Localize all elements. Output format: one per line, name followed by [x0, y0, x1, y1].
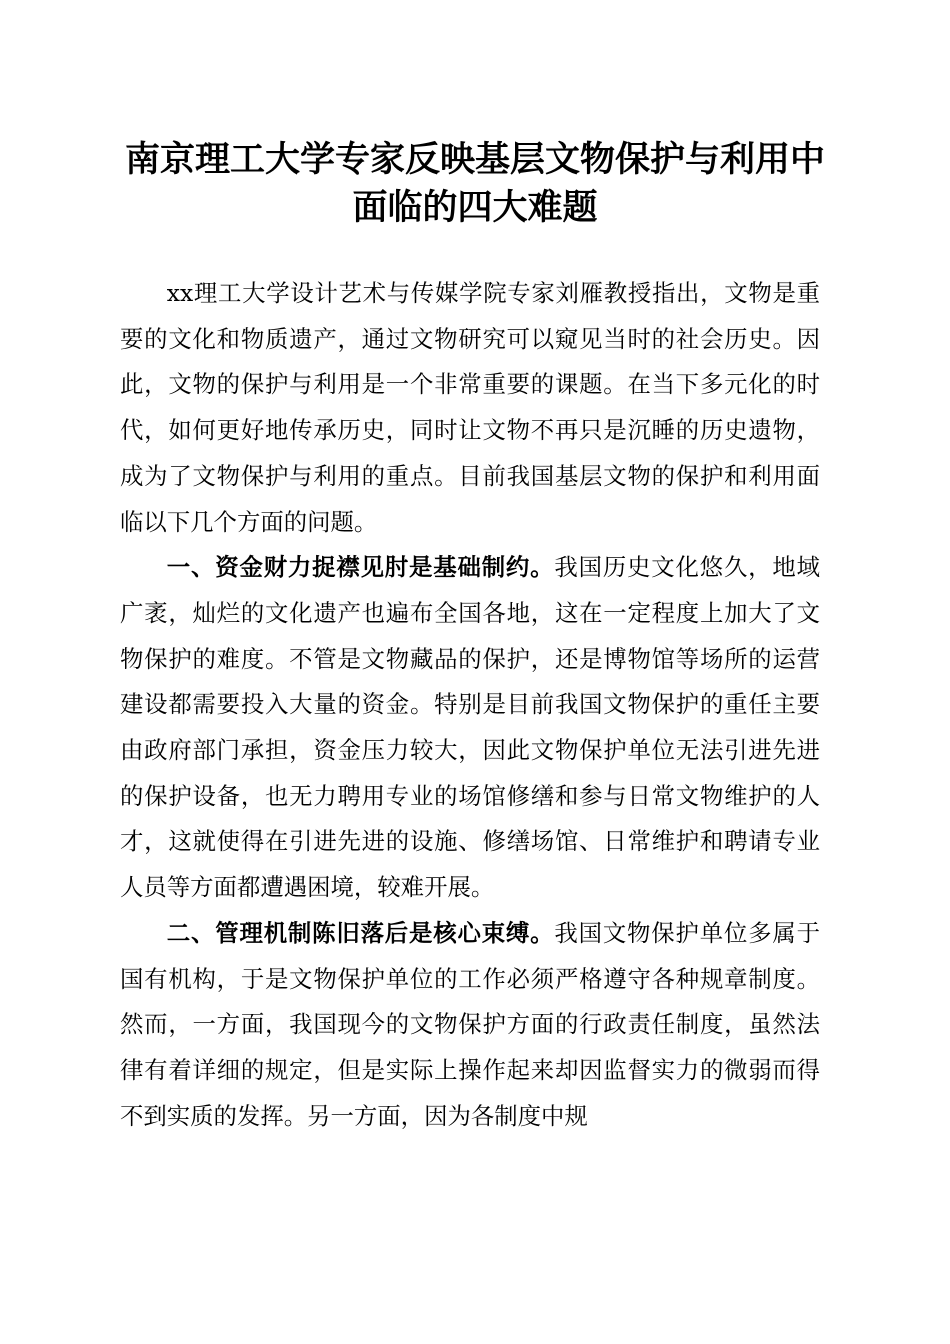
document-title-line-1: 南京理工大学专家反映基层文物保护与利用中	[124, 140, 825, 180]
section-1-paragraph	[120, 545, 820, 911]
document-body	[120, 271, 820, 1139]
section-2-heading: 二、管理机制陈旧落后是核心束缚。	[166, 918, 555, 947]
document-title-line-2: 面临的四大难题	[352, 188, 598, 228]
section-2-paragraph	[120, 911, 820, 1140]
intro-paragraph	[120, 271, 820, 545]
paragraph-text: 我国历史文化悠久，地域广袤，灿烂的文化遗产也遍布全国各地，这在一定程度上加大了文物保护的难度。不管是文物藏品的保护，还是博物馆等场所的运营建设都需要投入大量的资金。特别是目前我国文物保护的重任主要由政府部门承担，资金压力较大，因此文物保护单位无法引进先进的保护设备，也无力聘用专业的场馆修缮和参与日常文物维护的人才，这就使得在引进先进的设施、修缮场馆、日常维护和聘请专业人员等方面都遭遇困境，较难开展。	[120, 553, 821, 902]
paragraph-text: 我国文物保护单位多属于国有机构，于是文物保护单位的工作必须严格遵守各种规章制度。然而，一方面，我国现今的文物保护方面的行政责任制度，虽然法律有着详细的规定，但是实际上操作起来却因监督实力的微弱而得不到实质的发挥。另一方面，因为各制度中规	[120, 918, 821, 1130]
paragraph-text: xx理工大学设计艺术与传媒学院专家刘雁教授指出，文物是重要的文化和物质遗产，通过文物研究可以窥见当时的社会历史。因此，文物的保护与利用是一个非常重要的课题。在当下多元化的时代，如何更好地传承历史，同时让文物不再只是沉睡的历史遗物，成为了文物保护与利用的重点。目前我国基层文物的保护和利用面临以下几个方面的问题。	[120, 279, 820, 536]
section-1-heading: 一、资金财力捉襟见肘是基础制约。	[166, 553, 555, 582]
